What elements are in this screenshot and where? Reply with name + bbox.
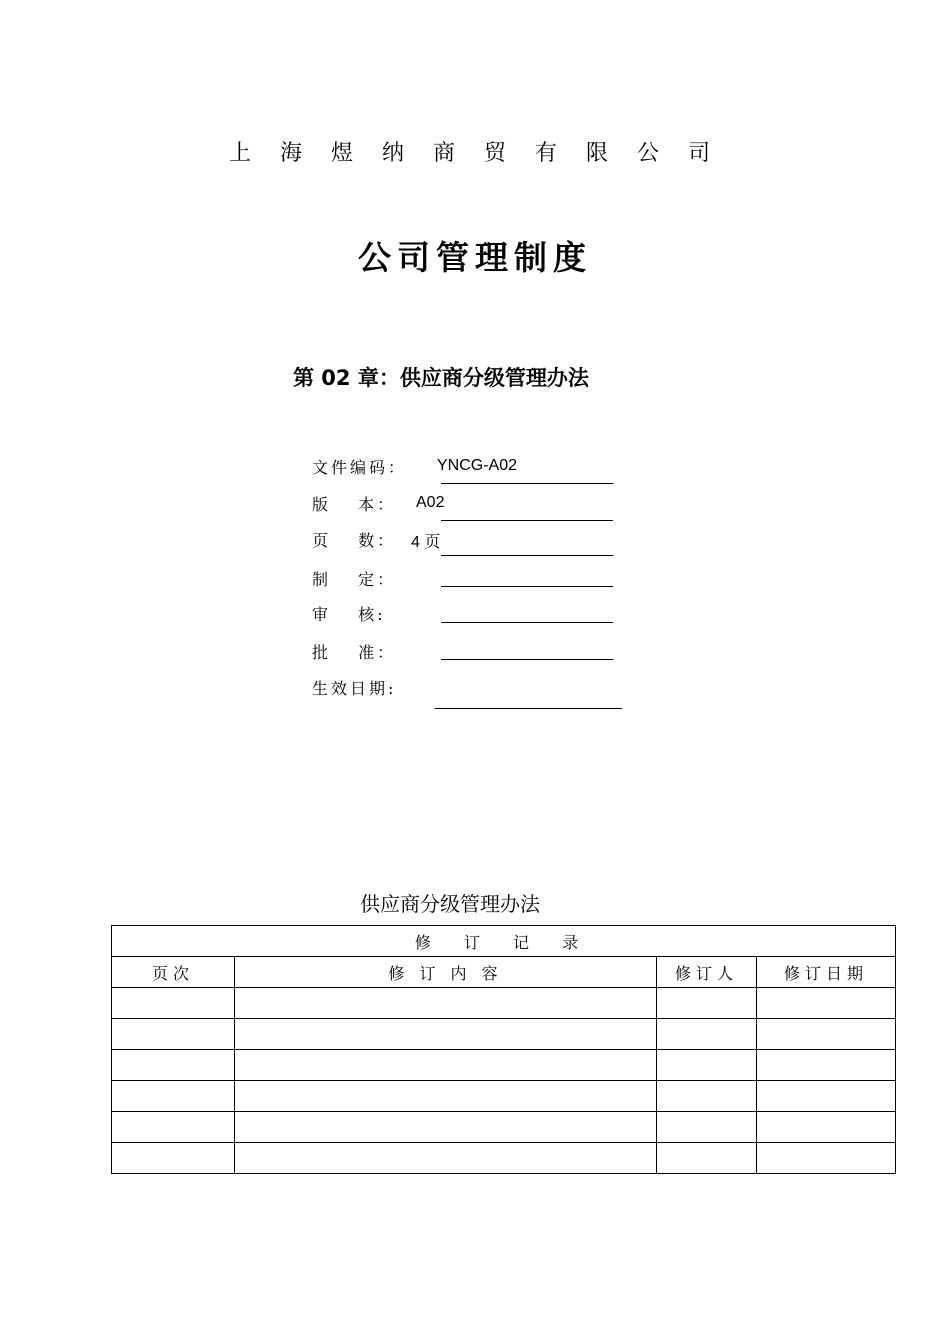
chapter-title: 第 02 章：供应商分级管理办法	[293, 366, 589, 390]
table-cell	[657, 1081, 757, 1112]
table-cell	[757, 1081, 896, 1112]
table-cell	[657, 988, 757, 1019]
table-row	[112, 1112, 896, 1143]
file-code-label: 文件编码：	[312, 458, 408, 477]
page-count-underline	[441, 555, 613, 556]
header-date: 修订日期	[757, 957, 896, 988]
table-cell	[657, 1050, 757, 1081]
table-cell	[757, 1050, 896, 1081]
revision-table-header-row	[112, 957, 896, 988]
table-row	[112, 1019, 896, 1050]
approved-by-label: 批 准：	[312, 643, 397, 662]
table-cell	[112, 1050, 235, 1081]
table-row	[112, 988, 896, 1019]
table-cell	[235, 1081, 657, 1112]
table-cell	[757, 1019, 896, 1050]
header-content: 修 订 内 容	[235, 957, 657, 988]
header-reviser: 修订人	[657, 957, 757, 988]
document-title: 公司管理制度	[358, 238, 592, 277]
table-cell	[657, 1112, 757, 1143]
page-count-value: 4 页	[411, 534, 441, 551]
table-cell	[112, 1019, 235, 1050]
approved-by-underline	[441, 659, 613, 660]
table-row	[112, 1050, 896, 1081]
table-cell	[112, 1081, 235, 1112]
table-cell	[235, 1112, 657, 1143]
effective-date-underline	[435, 708, 622, 709]
table-cell	[112, 1143, 235, 1174]
table-cell	[112, 1112, 235, 1143]
page-count-label: 页 数：	[312, 531, 397, 550]
revision-table-caption: 修 订 记 录	[112, 926, 896, 957]
table-cell	[657, 1143, 757, 1174]
table-cell	[757, 1112, 896, 1143]
version-underline	[441, 520, 613, 521]
table-cell	[757, 988, 896, 1019]
effective-date-label: 生效日期:	[312, 679, 397, 698]
table-cell	[235, 1050, 657, 1081]
table-row	[112, 1081, 896, 1112]
version-label: 版 本：	[312, 495, 397, 514]
file-code-underline	[441, 483, 613, 484]
company-name: 上 海 煜 纳 商 贸 有 限 公 司	[229, 141, 721, 166]
header-page: 页次	[112, 957, 235, 988]
table-cell	[112, 988, 235, 1019]
table-cell	[235, 1143, 657, 1174]
revision-section-title: 供应商分级管理办法	[360, 892, 540, 916]
table-cell	[235, 988, 657, 1019]
prepared-by-underline	[441, 586, 613, 587]
table-cell	[235, 1019, 657, 1050]
reviewed-by-label: 审 核:	[312, 605, 386, 624]
table-row	[112, 1143, 896, 1174]
table-cell	[657, 1019, 757, 1050]
revision-table	[111, 925, 896, 1174]
table-cell	[757, 1143, 896, 1174]
revision-table-caption-row	[112, 926, 896, 957]
reviewed-by-underline	[441, 622, 613, 623]
prepared-by-label: 制 定：	[312, 570, 397, 589]
version-value: A02	[416, 494, 445, 511]
file-code-value: YNCG-A02	[437, 457, 518, 474]
